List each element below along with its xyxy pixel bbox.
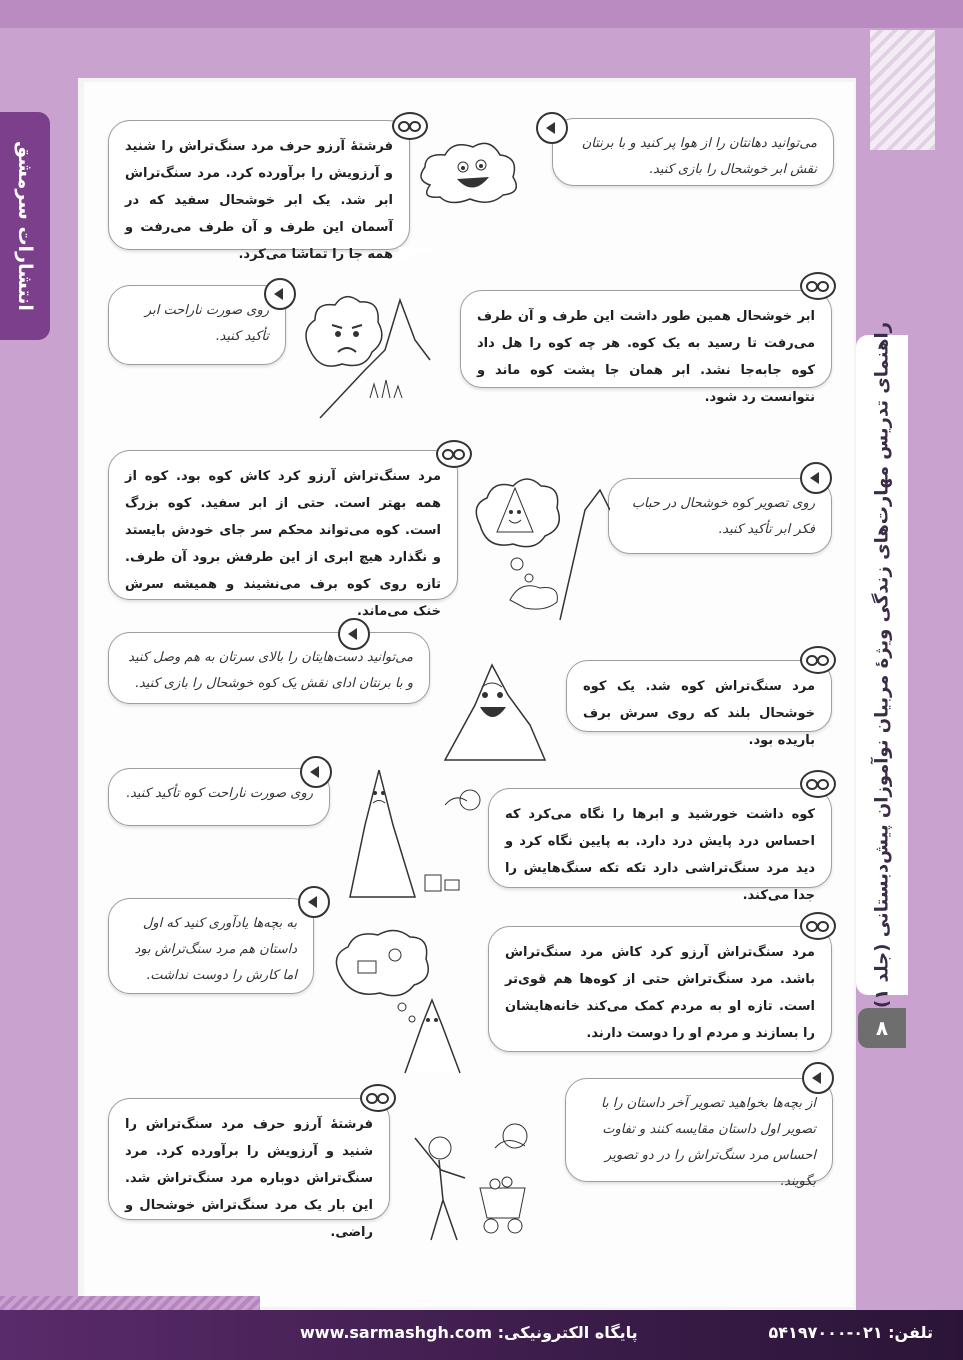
story-text: کوه داشت خورشید و ابرها را نگاه می‌کرد که احساس درد پایش درد دارد. به پایین نگاه کرد و دید مرد سنگ‌تراشی دارد تکه تکه سنگ‌هایش را جدا می‌کند. <box>505 807 815 903</box>
glasses-icon <box>800 770 836 798</box>
story-bubble-3 <box>108 450 458 619</box>
happy-stonecutter-illustration <box>395 1108 545 1248</box>
instruction-text: روی تصویر کوه خوشحال در حباب فکر ابر تأکید کنید. <box>631 496 815 537</box>
instruction-bubble-7 <box>565 1078 833 1189</box>
story-bubble-4 <box>566 660 832 748</box>
story-bubble-2 <box>460 290 832 405</box>
story-text: فرشتهٔ آرزو حرف مرد سنگ‌تراش را شنید و آرزویش را برآورده کرد. مرد سنگ‌تراش دوباره مرد سنگ‌تراش شد. این بار یک مرد سنگ‌تراش خوشحال و راضی. <box>125 1117 373 1240</box>
book-title: راهنمای تدریس مهارت‌های زندگی ویژهٔ مربیان نوآموزان پیش‌دبستانی (جلد ۱) <box>871 322 893 1008</box>
instruction-text: می‌توانید دهانتان را از هوا پر کنید و با برنتان نقش ابر خوشحال را بازی کنید. <box>581 136 817 177</box>
footer <box>0 1310 963 1360</box>
story-text: مرد سنگ‌تراش آرزو کرد کاش کوه بود. کوه از همه بهتر است. حتی از ابر سفید. کوه بزرگ است. کوه می‌تواند محکم سر جای خودش بایستد و نگذارد هیچ ابری از این طرفش برود آن طرف. تازه روی کوه برف می‌نشیند و همیشه سرش خنک می‌ماند. <box>125 469 441 619</box>
website-link[interactable]: پایگاه الکترونیکی: www.sarmashgh.com <box>300 1323 638 1342</box>
phone-number: تلفن: ۰۲۱-۵۴۱۹۷۰۰۰ <box>768 1323 933 1342</box>
instruction-bubble-5 <box>108 768 330 826</box>
cloud-dreaming-mountain-illustration <box>465 470 610 620</box>
instruction-text: به بچه‌ها یادآوری کنید که اول داستان هم مرد سنگ‌تراش بود اما کارش را دوست نداشت. <box>134 916 297 983</box>
instruction-bubble-4 <box>108 632 430 704</box>
story-bubble-5 <box>488 788 832 903</box>
page-number: ۸ <box>858 1008 906 1048</box>
mountain-dreaming-stonecutter-illustration <box>330 925 470 1075</box>
play-icon <box>536 112 568 144</box>
instruction-bubble-1 <box>552 118 834 186</box>
story-bubble-1 <box>108 120 410 262</box>
instruction-text: می‌توانید دست‌هایتان را بالای سرتان به هم وصل کنید و با برنتان ادای نقش یک کوه خوشحال را بازی کنید. <box>128 650 413 691</box>
right-band <box>933 28 963 1310</box>
play-icon <box>338 618 370 650</box>
top-band <box>0 0 963 28</box>
story-text: ابر خوشحال همین طور داشت این طرف و آن طرف می‌رفت تا رسید به یک کوه. هر چه کوه را هل داد کوه جابه‌جا نشد. ابر همان جا پشت کوه ماند و نتوانست رد شود. <box>477 309 815 405</box>
decorative-stripes <box>870 30 935 150</box>
footer-stripes <box>0 1296 260 1310</box>
story-bubble-7 <box>108 1098 390 1240</box>
glasses-icon <box>360 1084 396 1112</box>
glasses-icon <box>800 912 836 940</box>
happy-mountain-illustration <box>440 655 550 765</box>
sad-cloud-mountain-illustration <box>290 280 450 420</box>
book-title-tab <box>856 322 908 1008</box>
instruction-bubble-2 <box>108 285 286 365</box>
glasses-icon <box>436 440 472 468</box>
publisher-tab <box>0 112 50 340</box>
story-bubble-6 <box>488 926 832 1052</box>
story-text: مرد سنگ‌تراش کوه شد. یک کوه خوشحال بلند که روی سرش برف باریده بود. <box>583 679 815 748</box>
play-icon <box>298 886 330 918</box>
story-text: فرشتهٔ آرزو حرف مرد سنگ‌تراش را شنید و آرزویش را برآورده کرد. مرد سنگ‌تراش ابر شد. یک ابر خوشحال سفید که در آسمان این طرف و آن طرف می‌رفت و همه جا را تماشا می‌کرد. <box>125 139 393 262</box>
glasses-icon <box>800 646 836 674</box>
glasses-icon <box>800 272 836 300</box>
story-text: مرد سنگ‌تراش آرزو کرد کاش مرد سنگ‌تراش باشد. مرد سنگ‌تراش حتی از کوه‌ها هم قوی‌تر است. تازه او به مردم کمک می‌کند خانه‌هایشان را بسازند و مردم او را دوست دارند. <box>505 945 815 1041</box>
play-icon <box>800 462 832 494</box>
instruction-text: روی صورت ناراحت کوه تأکید کنید. <box>125 786 313 801</box>
play-icon <box>300 756 332 788</box>
sad-mountain-stonecutter-illustration <box>345 765 485 900</box>
instruction-bubble-3 <box>608 478 832 554</box>
play-icon <box>802 1062 834 1094</box>
happy-cloud-illustration <box>415 135 525 215</box>
instruction-bubble-6 <box>108 898 314 994</box>
instruction-text: روی صورت ناراحت ابر تأکید کنید. <box>144 303 269 344</box>
publisher-name: انتشارات سرمشق <box>14 141 36 311</box>
instruction-text: از بچه‌ها بخواهید تصویر آخر داستان را با تصویر اول داستان مقایسه کنند و تفاوت احساس مرد سنگ‌تراش را در دو تصویر بگویند. <box>601 1096 816 1189</box>
